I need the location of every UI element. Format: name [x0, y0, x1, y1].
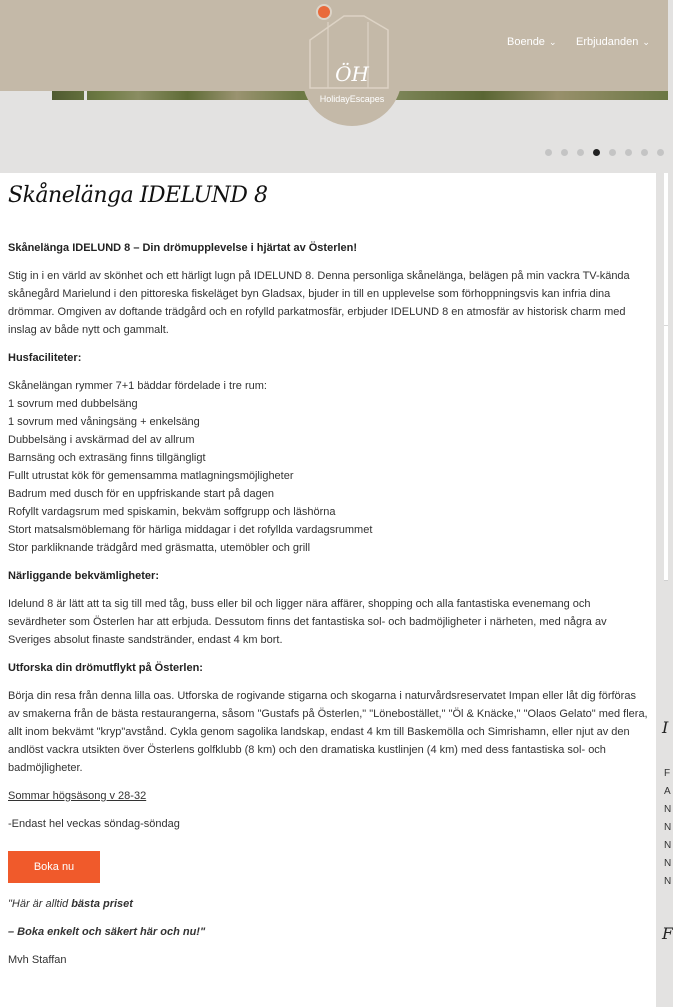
facilities-intro: Skånelängan rymmer 7+1 bäddar fördelade i tre rum:	[8, 380, 267, 392]
sidebar-text-fragment: N	[664, 804, 672, 815]
week-note: -Endast hel veckas söndag-söndag	[8, 818, 180, 830]
slider-dot[interactable]	[561, 149, 568, 156]
nearby-heading: Närliggande bekvämligheter:	[8, 570, 159, 582]
logo-sun-dot	[316, 4, 332, 20]
slider-dot[interactable]	[625, 149, 632, 156]
hero-image-divider	[84, 91, 87, 100]
booking-quote: – Boka enkelt och säkert här och nu!"	[8, 926, 206, 938]
facility-item: 1 sovrum med dubbelsäng	[8, 398, 138, 410]
facility-item: Badrum med dusch för en uppfriskande start på dagen	[8, 488, 274, 500]
page-title: Skånelänga IDELUND 8	[8, 183, 268, 208]
price-quote	[8, 895, 648, 913]
nav-boende[interactable]	[507, 36, 556, 48]
facilities-heading: Husfaciliteter:	[8, 352, 82, 364]
facility-item: Fullt utrustat kök för gemensamma matlagningsmöjligheter	[8, 470, 294, 482]
sidebar-divider	[664, 325, 668, 326]
book-now-button[interactable]: Boka nu	[8, 851, 100, 883]
season-link[interactable]: Sommar högsäsong v 28-32	[8, 790, 147, 802]
sidebar-heading-fragment: F	[662, 924, 673, 943]
nav-erbjudanden-label: Erbjudanden	[576, 36, 639, 48]
explore-heading: Utforska din drömutflykt på Österlen:	[8, 662, 203, 674]
nav-boende-label: Boende	[507, 36, 545, 48]
sidebar-text-fragment: F	[664, 768, 671, 779]
slider-pagination	[545, 149, 664, 156]
slider-dot[interactable]	[609, 149, 616, 156]
nav-erbjudanden[interactable]	[576, 36, 650, 48]
logo-wordmark: HolidayEscapes	[319, 94, 385, 104]
sidebar-heading-fragment: I	[662, 718, 669, 737]
sidebar-text-fragment: N	[664, 876, 672, 887]
price-quote-emphasis: bästa priset	[71, 898, 133, 910]
signature: Mvh Staffan	[8, 954, 67, 966]
slider-dot[interactable]	[641, 149, 648, 156]
facility-item: Rofyllt vardagsrum med spiskamin, bekväm soffgrupp och läshörna	[8, 506, 336, 518]
slider-dot[interactable]	[545, 149, 552, 156]
sidebar-text-fragment: N	[664, 840, 672, 851]
facility-item: Barnsäng och extrasäng finns tillgängligt	[8, 452, 206, 464]
chevron-down-icon: ⌄	[642, 37, 650, 47]
sidebar-card	[664, 173, 668, 581]
logo-monogram: ÖH	[335, 62, 369, 86]
facility-item: Stort matsalsmöblemang för härliga middagar i det rofyllda vardagsrummet	[8, 524, 373, 536]
facility-item: 1 sovrum med våningsäng + enkelsäng	[8, 416, 200, 428]
sidebar-text-fragment: N	[664, 822, 672, 833]
sidebar-text-fragment: A	[664, 786, 671, 797]
nearby-text: Idelund 8 är lätt att ta sig till med tåg, buss eller bil och ligger nära affärer, shopping och alla fantastiska evenemang och sevärdheter som Österlen har att erbjuda. Dessutom finns det fantastiska sol- och badmöjligheter i närheten, med några av Sveriges absolut finaste sandstränder, endast 4 km bort.	[8, 598, 607, 646]
explore-text: Börja din resa från denna lilla oas. Utforska de rogivande stigarna och skogarna i naturvårdsreservatet Impan eller låt dig förföras av smakerna från de bästa restaurangerna, såsom "Gustafs på Österlen," "Lönebostället," "Öl & Knäcke," "Olaos Gelato" med flera, allt inom bekvämt "kryp"avstånd. Cykla genom sagolika landskap, endast 4 km till Baskemölla och Simrishamn, eller njut av den andlöst vackra utsikten över Österlens golfklubb (8 km) och den dramatiska kustlinjen (4 km) med dess fantastiska sol- och badmöjligheter.	[8, 690, 648, 774]
price-quote-text: "Här är alltid	[8, 898, 72, 910]
facility-item: Stor parkliknande trädgård med gräsmatta, utemöbler och grill	[8, 542, 311, 554]
slider-dot[interactable]	[657, 149, 664, 156]
listing-description	[8, 239, 648, 969]
slider-dot[interactable]	[577, 149, 584, 156]
sidebar-text-fragment: N	[664, 858, 672, 869]
intro-heading: Skånelänga IDELUND 8 – Din drömupplevelse i hjärtat av Österlen!	[8, 242, 358, 254]
chevron-down-icon: ⌄	[548, 37, 557, 47]
intro-text: Stig in i en värld av skönhet och ett härligt lugn på IDELUND 8. Denna personliga skånelänga, belägen på min vackra TV-kända skånegård Marielund i den pittoreska fiskeläget byn Gladsax, bjuder in till en upplevelse som förhoppningsvis kan infria dina drömmar. Omgiven av doftande trädgård och en rofylld parkatmosfär, erbjuder IDELUND 8 en atmosfär av historisk charm med inslag av både nytt och gammalt.	[8, 270, 630, 336]
slider-dot-active[interactable]	[593, 149, 600, 156]
facility-item: Dubbelsäng i avskärmad del av allrum	[8, 434, 195, 446]
